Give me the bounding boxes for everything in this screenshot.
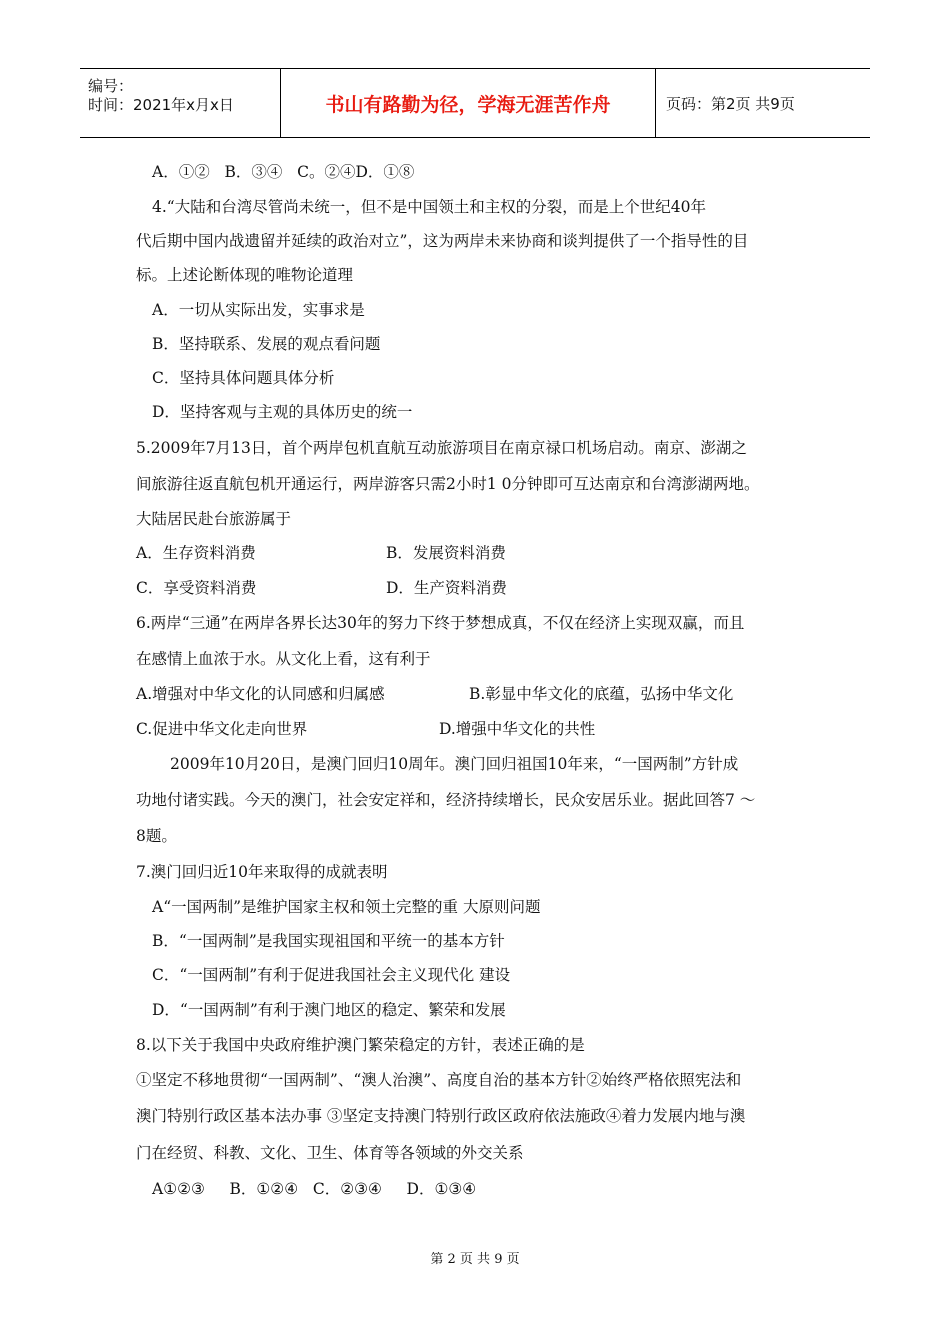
q6-option-b: B.彰显中华文化的底蕴，弘扬中华文化 <box>469 685 734 703</box>
q8-statements: ①坚定不移地贯彻“一国两制”、“澳人治澳”、高度自治的基本方针②始终严格依照宪法和 <box>136 1071 742 1089</box>
q8-statements: 澳门特别行政区基本法办事 ③坚定支持澳门特别行政区政府依法施政④着力发展内地与澳 <box>136 1107 746 1125</box>
q4-option-b: B．坚持联系、发展的观点看问题 <box>152 335 381 353</box>
q5-stem: 大陆居民赴台旅游属于 <box>136 510 292 528</box>
q8-stem: 8.以下关于我国中央政府维护澳门繁荣稳定的方针，表述正确的是 <box>136 1036 585 1054</box>
q5-stem: 间旅游往返直航包机开通运行，两岸游客只需2小时1 0分钟即可互达南京和台湾澎湖两地。 <box>136 475 760 493</box>
header-page-info: 页码：第2页 共9页 <box>666 94 795 113</box>
q7-option-c: C．“一国两制”有利于促进我国社会主义现代化 建设 <box>152 966 511 984</box>
q3-options: A．①② B．③④ C。②④D．①⑧ <box>152 163 415 181</box>
material-paragraph: 2009年10月20日，是澳门回归10周年。澳门回归祖国10年来，“一国两制”方针成 <box>170 755 739 773</box>
q6-stem: 在感情上血浓于水。从文化上看，这有利于 <box>136 650 431 668</box>
q5-option-b: B．发展资料消费 <box>386 544 506 562</box>
q4-stem: 4.“大陆和台湾尽管尚未统一，但不是中国领土和主权的分裂，而是上个世纪40年 <box>152 198 706 216</box>
header-meta <box>80 69 281 137</box>
page-footer: 第 2 页 共 9 页 <box>430 1252 520 1267</box>
q5-option-c: C．享受资料消费 <box>136 579 257 597</box>
q4-stem: 标。上述论断体现的唯物论道理 <box>136 266 354 284</box>
q7-option-a: A“一国两制”是维护国家主权和领土完整的重 大原则问题 <box>152 898 541 916</box>
q4-option-d: D．坚持客观与主观的具体历史的统一 <box>152 403 413 421</box>
q6-stem: 6.两岸“三通”在两岸各界长达30年的努力下终于梦想成真，不仅在经济上实现双赢，而且 <box>136 614 745 632</box>
header-motto: 书山有路勤为径，学海无涯苦作舟 <box>281 69 656 137</box>
q6-option-a: A.增强对中华文化的认同感和归属感 <box>136 685 385 703</box>
q8-options: A①②③ B．①②④ C．②③④ D．①③④ <box>152 1180 477 1198</box>
q5-option-d: D．生产资料消费 <box>386 579 507 597</box>
q5-option-a: A．生存资料消费 <box>136 544 256 562</box>
q7-stem: 7.澳门回归近10年来取得的成就表明 <box>136 863 388 881</box>
date-line: 时间：2021年x月x日 <box>88 96 234 114</box>
q4-option-a: A．一切从实际出发，实事求是 <box>152 301 365 319</box>
q4-option-c: C．坚持具体问题具体分析 <box>152 369 335 387</box>
q7-option-d: D．“一国两制”有利于澳门地区的稳定、繁荣和发展 <box>152 1001 506 1019</box>
q8-statements: 门在经贸、科教、文化、卫生、体育等各领域的外交关系 <box>136 1144 524 1162</box>
material-paragraph: 8题。 <box>136 827 177 845</box>
material-paragraph: 功地付诸实践。今天的澳门，社会安定祥和，经济持续增长，民众安居乐业。据此回答7 ～ <box>136 791 756 809</box>
number-label: 编号： <box>88 77 134 95</box>
q4-stem: 代后期中国内战遗留并延续的政治对立”，这为两岸未来协商和谈判提供了一个指导性的目 <box>136 232 749 250</box>
q7-option-b: B．“一国两制”是我国实现祖国和平统一的基本方针 <box>152 932 505 950</box>
q5-stem: 5.2009年7月13日，首个两岸包机直航互动旅游项目在南京禄口机场启动。南京、澎湖之 <box>136 439 747 457</box>
q6-option-d: D.增强中华文化的共性 <box>439 720 596 738</box>
page-header <box>80 68 870 138</box>
q6-option-c: C.促进中华文化走向世界 <box>136 720 308 738</box>
